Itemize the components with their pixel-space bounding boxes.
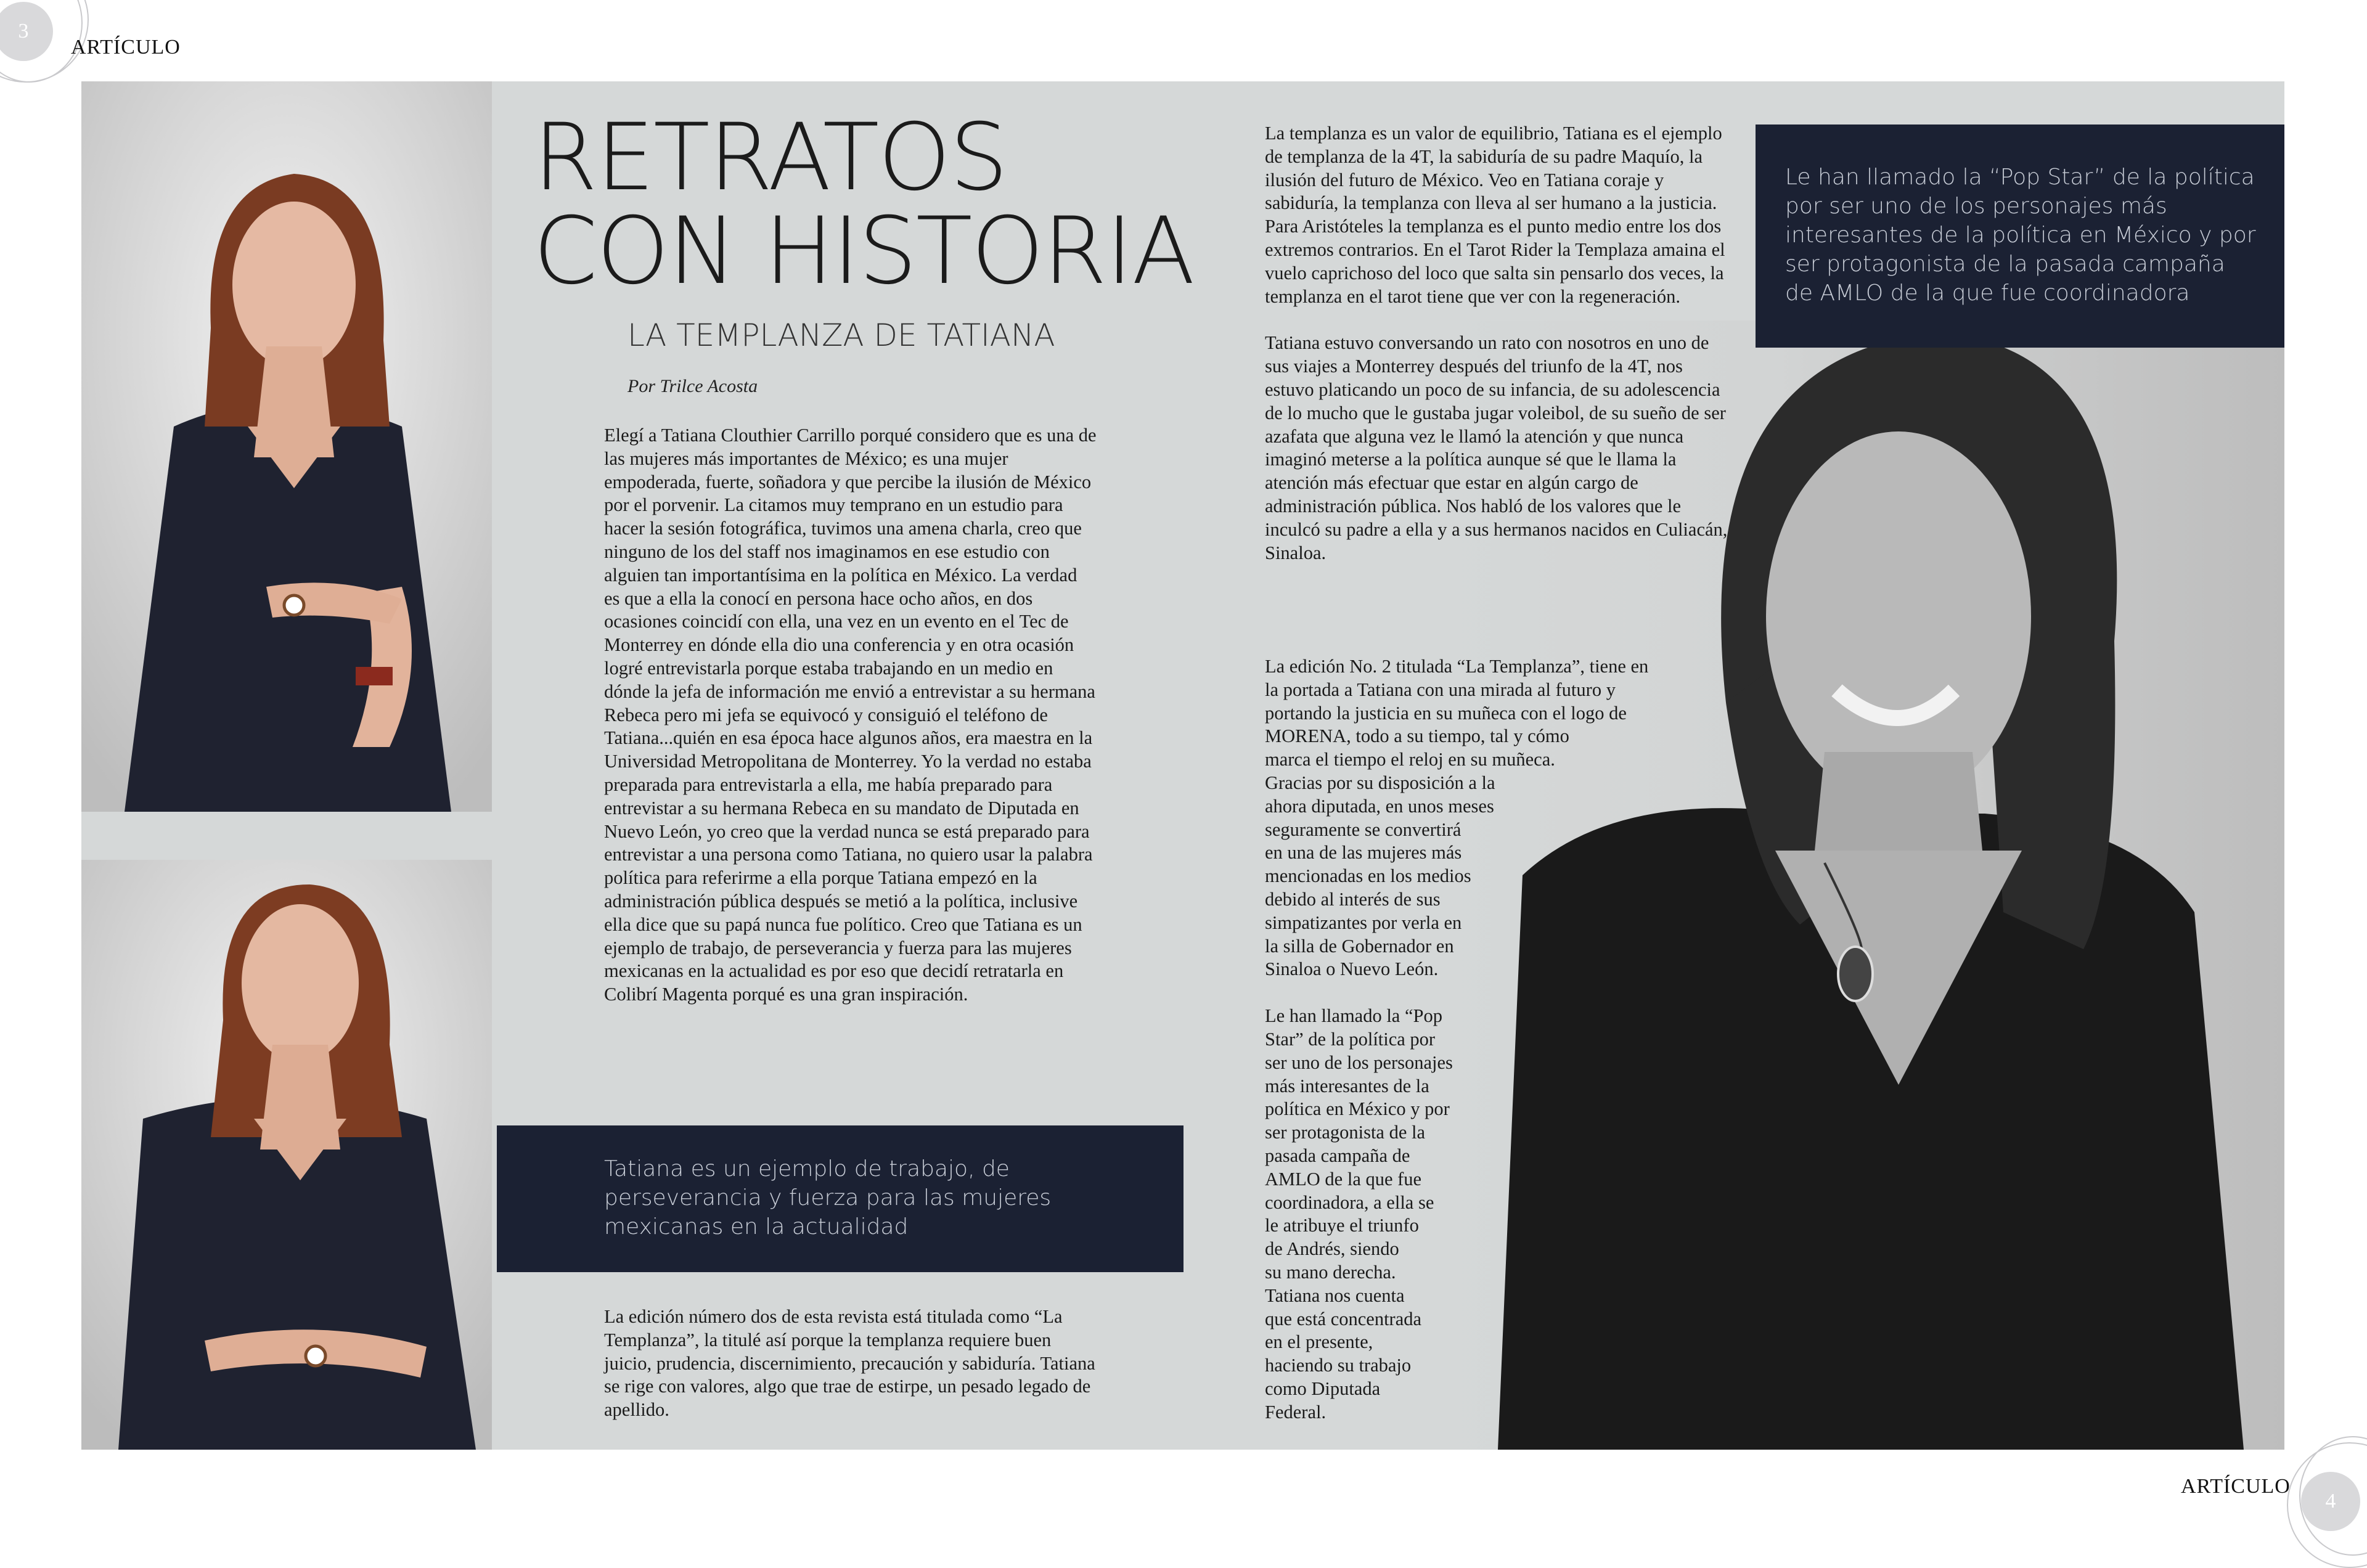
page-number-right: 4 bbox=[2301, 1472, 2360, 1531]
text-line: debido al interés de sus bbox=[1265, 888, 1441, 910]
text-line: ahora diputada, en unos meses bbox=[1265, 795, 1494, 817]
portrait-photo-bottom bbox=[81, 860, 492, 1450]
portrait-photo-top bbox=[81, 81, 492, 812]
text-line: simpatizantes por verla en bbox=[1265, 912, 1462, 933]
text-line: ser uno de los personajes bbox=[1265, 1051, 1453, 1073]
pull-quote-text: Le han llamado la “Pop Star” de la política por ser uno de los personajes más interesantes de la política en México y por ser protagonista de la pasada campaña de AMLO de la que fue coordinadora bbox=[1785, 165, 2256, 306]
text-line: marca el tiempo el reloj en su muñeca. bbox=[1265, 749, 1555, 770]
title-line-2: CON HISTORIA bbox=[533, 198, 1194, 305]
pull-quote-text: Tatiana es un ejemplo de trabajo, de perseverancia y fuerza para las mujeres mexicanas en la actualidad bbox=[604, 1156, 1052, 1239]
text-line: Federal. bbox=[1265, 1401, 1327, 1423]
body-paragraph: La templanza es un valor de equilibrio, Tatiana es el ejemplo de templanza de la 4T, la sabiduría de su padre Maquío, la ilusión del futuro de México. Veo en Tatiana coraje y sabiduría, la templanza con lleva al ser humano a la justicia. Para Aristóteles la templanza es el punto medio entre los dos extremos contrarios. En el Tarot Rider la Templaza amaina el vuelo caprichoso del loco que salta sin pensarlo dos veces, la templanza en el tarot tiene que ver con la regeneración. bbox=[1265, 123, 1725, 307]
text-line: que está concentrada bbox=[1265, 1308, 1422, 1329]
text-line: pasada campaña de bbox=[1265, 1145, 1410, 1166]
article-subtitle: LA TEMPLANZA DE TATIANA bbox=[628, 317, 1055, 353]
body-column-1 bbox=[604, 424, 1097, 1030]
text-line: como Diputada bbox=[1265, 1378, 1381, 1399]
text-line: en una de las mujeres más bbox=[1265, 842, 1462, 864]
text-line: Le han llamado la “Pop bbox=[1265, 1005, 1442, 1027]
text-line: la silla de Gobernador en bbox=[1265, 935, 1454, 957]
pull-quote-2 bbox=[1756, 125, 2284, 348]
text-line: Gracias por su disposición a la bbox=[1265, 772, 1495, 793]
section-label-right: ARTÍCULO bbox=[2181, 1475, 2291, 1498]
text-line: la portada a Tatiana con una mirada al futuro y bbox=[1265, 679, 1616, 700]
text-line: le atribuye el triunfo bbox=[1265, 1215, 1419, 1236]
text-line: seguramente se convertirá bbox=[1265, 819, 1461, 840]
title-line-1: RETRATOS bbox=[533, 104, 1007, 211]
article-byline: Por Trilce Acosta bbox=[628, 376, 758, 396]
text-line: política en México y por bbox=[1265, 1098, 1450, 1120]
body-paragraph: Elegí a Tatiana Clouthier Carrillo porqué considero que es una de las mujeres más importantes de México; es una mujer empoderada, fuerte, soñadora y que percibe la ilusión de México por el porvenir. La citamos muy temprano en un estudio para hacer la sesión fotográfica, tuvimos una amena charla, creo que ninguno de los del staff nos imaginamos en ese estudio con alguien tan importantísima en la política en México. La verdad es que a ella la conocí en persona hace ocho años, en dos ocasiones coincidí con ella, una vez en un evento en el Tec de Monterrey en dónde ella dio una conferencia y en otra ocasión logré entrevistarla porque estaba trabajando en un medio en dónde la jefa de información me envió a entrevistar a su hermana Rebeca pero mi jefa se equivocó y consiguió el teléfono de Tatiana...quién en esa época hace algunos años, era maestra en la Universidad Metropolitana de Monterrey. Yo la verdad no estaba preparada para entrevistarla a ella, me había preparado para entrevistar a su hermana Rebeca en su mandato de Diputada en Nuevo León, yo creo que la verdad nunca se está preparado para entrevistar a una persona como Tatiana, no quiero usar la palabra política para referirme a ella porque Tatiana empezó en la administración pública después se metió a la política, inclusive ella dice que su papá nunca fue político. Creo que Tatiana es un ejemplo de trabajo, de perseverancia y fuerza para las mujeres mexicanas en la actualidad es por eso que decidí retratarla en Colibrí Magenta porqué es una gran inspiración. bbox=[604, 425, 1097, 1005]
body-column-1-bottom bbox=[604, 1305, 1097, 1445]
text-line: más interesantes de la bbox=[1265, 1075, 1429, 1096]
section-label-left: ARTÍCULO bbox=[71, 36, 181, 59]
text-line: portando la justicia en su muñeca con el logo de bbox=[1265, 702, 1627, 724]
text-line: coordinadora, a ella se bbox=[1265, 1191, 1434, 1213]
text-line: Sinaloa o Nuevo León. bbox=[1265, 958, 1439, 980]
text-line: Star” de la política por bbox=[1265, 1028, 1436, 1050]
text-line: su mano derecha. bbox=[1265, 1261, 1396, 1283]
text-line: MORENA, todo a su tiempo, tal y cómo bbox=[1265, 725, 1569, 747]
text-line: en el presente, bbox=[1265, 1331, 1373, 1353]
page-number-left: 3 bbox=[0, 2, 53, 61]
text-line: AMLO de la que fue bbox=[1265, 1168, 1422, 1190]
text-line: mencionadas en los medios bbox=[1265, 865, 1471, 887]
body-column-2 bbox=[1265, 122, 1733, 588]
text-line: ser protagonista de la bbox=[1265, 1122, 1426, 1143]
article-title bbox=[533, 104, 1194, 305]
text-line: Tatiana nos cuenta bbox=[1265, 1284, 1405, 1306]
body-paragraph: Tatiana estuvo conversando un rato con nosotros en uno de sus viajes a Monterrey después del triunfo de la 4T, nos estuvo platicando un poco de su infancia, de su adolescencia de lo mucho que le gustaba jugar voleibol, de su sueño de ser azafata que alguna vez le llamó la atención y que nunca imaginó meterse a la política aunque sé que le llama la atención más efectuar que estar en algún cargo de administración pública. Nos habló de los valores que le inculcó su padre a ella y a sus hermanos nacidos en Culiacán, Sinaloa. bbox=[1265, 332, 1728, 563]
text-line: haciendo su trabajo bbox=[1265, 1355, 1412, 1376]
text-line: La edición No. 2 titulada “La Templanza”, tiene en bbox=[1265, 656, 1649, 677]
text-line: de Andrés, siendo bbox=[1265, 1238, 1399, 1260]
pull-quote-1 bbox=[497, 1125, 1184, 1272]
body-column-2-wrap bbox=[1265, 655, 1733, 1424]
body-paragraph: La edición número dos de esta revista está titulada como “La Templanza”, la titulé así porque la templanza requiere buen juicio, prudencia, discernimiento, precaución y sabiduría. Tatiana se rige con valores, algo que trae de estirpe, un pesado legado de apellido. bbox=[604, 1306, 1095, 1421]
